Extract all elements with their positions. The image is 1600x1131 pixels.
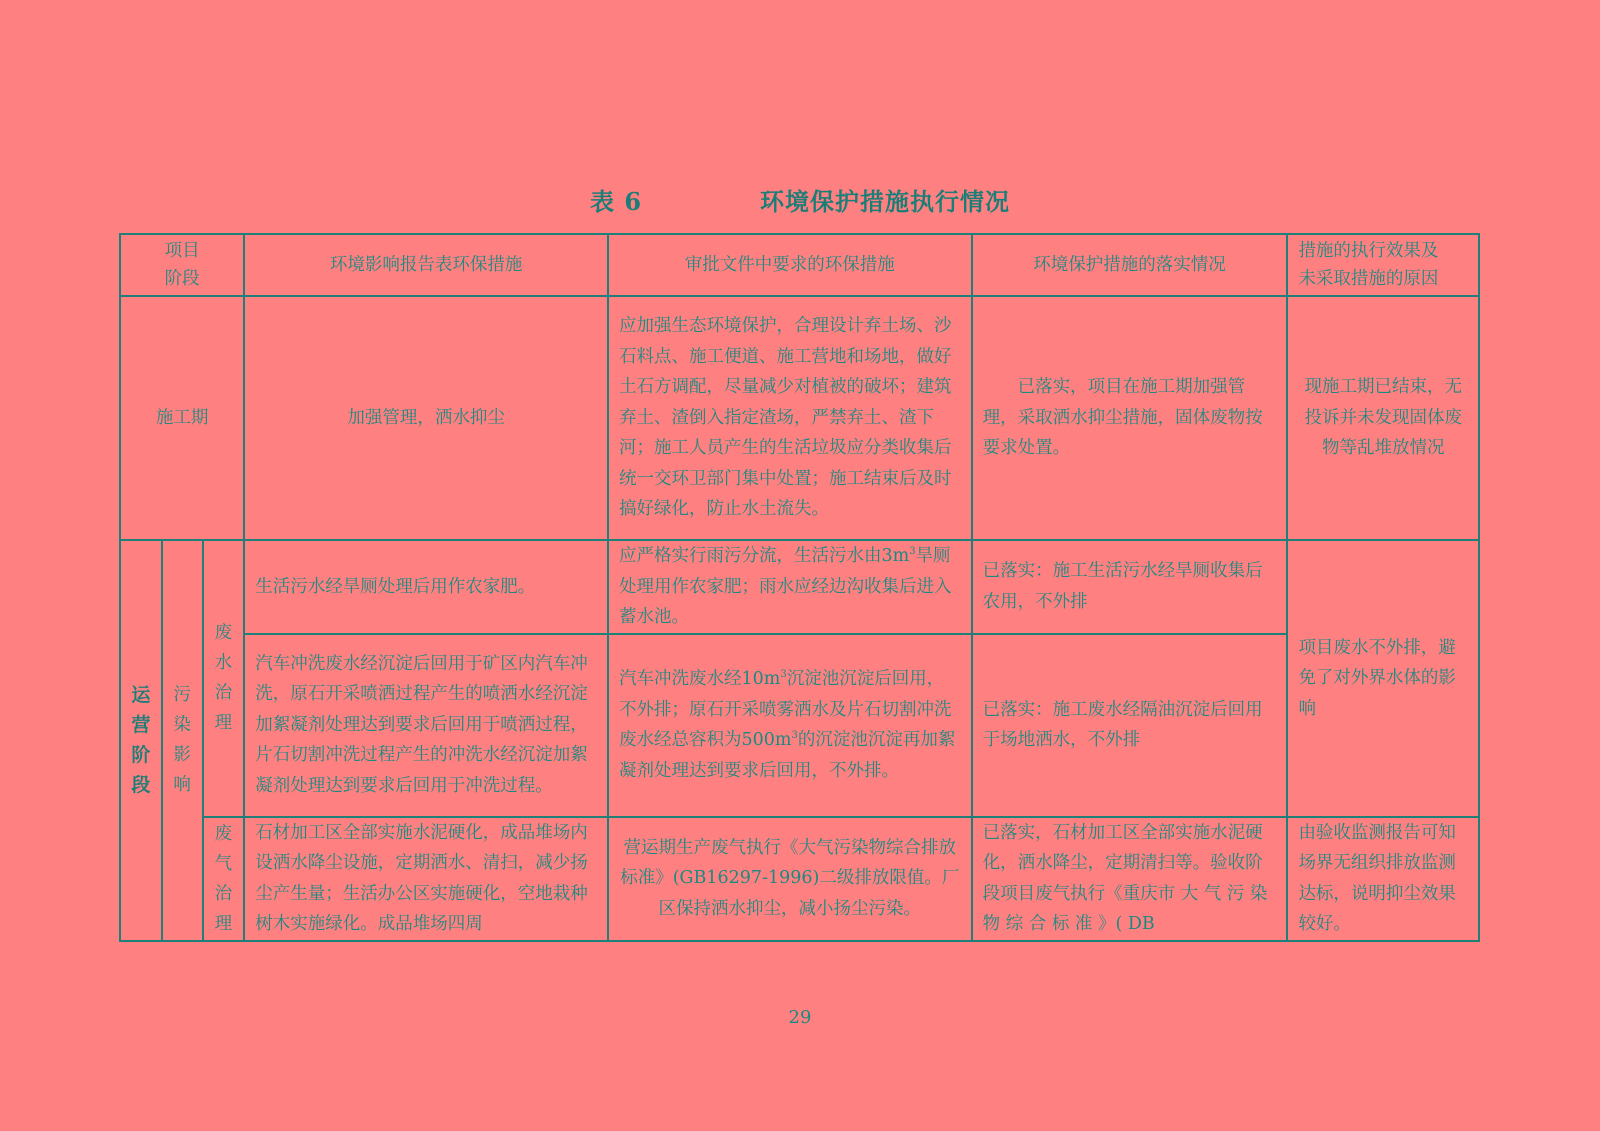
- header-implementation: 环境保护措施的落实情况: [972, 234, 1288, 296]
- wastewater-label: 废 水 治 理: [203, 540, 245, 817]
- exhaust-effect: 由验收监测报告可知场界无组织排放监测达标，说明抑尘效果较好。: [1287, 817, 1479, 941]
- wastewater-effect: 项目废水不外排，避免了对外界水体的影响: [1287, 540, 1479, 817]
- page-number: 29: [788, 1007, 812, 1028]
- washing-water-report-measure: 汽车冲洗废水经沉淀后回用于矿区内汽车冲洗，原石开采喷洒过程产生的喷洒水经沉淀加絮凝剂处理达到要求后回用于喷洒过程，片石切割冲洗过程产生的冲洗水经沉淀加絮凝剂处理达到要求后回用于冲洗过程。: [244, 634, 608, 817]
- table-caption: 环境保护措施执行情况: [760, 187, 1011, 216]
- exhaust-approval-measure: 营运期生产废气执行《大气污染物综合排放标准》(GB16297-1996)二级排放限值。厂区保持洒水抑尘，减小扬尘污染。: [608, 817, 972, 941]
- domestic-sewage-implementation: 已落实：施工生活污水经旱厕收集后农用，不外排: [972, 540, 1288, 634]
- header-row: [120, 234, 1479, 296]
- construction-stage: 施工期: [120, 296, 244, 540]
- construction-report-measure: 加强管理，洒水抑尘: [244, 296, 608, 540]
- construction-implementation: 已落实，项目在施工期加强管理，采取洒水抑尘措施，固体废物按要求处置。: [972, 296, 1288, 540]
- construction-effect: 现施工期已结束，无投诉并未发现固体废物等乱堆放情况: [1287, 296, 1479, 540]
- measures-table: [119, 233, 1480, 942]
- table-title: [0, 182, 1600, 217]
- exhaust-row: [120, 817, 1479, 941]
- domestic-sewage-report-measure: 生活污水经旱厕处理后用作农家肥。: [244, 540, 608, 634]
- exhaust-implementation: 已落实，石材加工区全部实施水泥硬化，洒水降尘，定期清扫等。验收阶段项目废气执行《重庆市 大 气 污 染 物 综 合 标 准 》( DB: [972, 817, 1288, 941]
- operation-stage: 运 营 阶 段: [120, 540, 162, 941]
- header-effect: 措施的执行效果及 未采取措施的原因: [1287, 234, 1479, 296]
- header-stage: 项目 阶段: [120, 234, 244, 296]
- pollution-impact-label: 污 染 影 响: [162, 540, 203, 941]
- wastewater-row-1: [120, 540, 1479, 634]
- exhaust-label: 废 气 治 理: [203, 817, 245, 941]
- header-report-measures: 环境影响报告表环保措施: [244, 234, 608, 296]
- construction-approval-measure: 应加强生态环境保护，合理设计弃土场、沙石料点、施工便道、施工营地和场地，做好土石方调配，尽量减少对植被的破坏；建筑弃土、渣倒入指定渣场，严禁弃土、渣下河；施工人员产生的生活垃圾应分类收集后统一交环卫部门集中处置；施工结束后及时搞好绿化，防止水土流失。: [608, 296, 972, 540]
- washing-water-implementation: 已落实：施工废水经隔油沉淀后回用于场地洒水，不外排: [972, 634, 1288, 817]
- washing-water-approval-measure: 汽车冲洗废水经$10m^3$沉淀池沉淀后回用，不外排；原石开采喷雾洒水及片石切割冲洗废水经总容积为$500m^3$的沉淀池沉淀再加絮凝剂处理达到要求后回用，不外排。: [608, 634, 972, 817]
- header-approval-measures: 审批文件中要求的环保措施: [608, 234, 972, 296]
- table-number: 表 6: [589, 187, 643, 216]
- domestic-sewage-approval-measure: 应严格实行雨污分流，生活污水由$3m^3$旱厕处理用作农家肥；雨水应经边沟收集后进入蓄水池。: [608, 540, 972, 634]
- wastewater-row-2: [120, 634, 1479, 817]
- construction-row: [120, 296, 1479, 540]
- exhaust-report-measure: 石材加工区全部实施水泥硬化，成品堆场内设洒水降尘设施，定期洒水、清扫，减少扬尘产生量；生活办公区实施硬化，空地栽种树木实施绿化。成品堆场四周: [244, 817, 608, 941]
